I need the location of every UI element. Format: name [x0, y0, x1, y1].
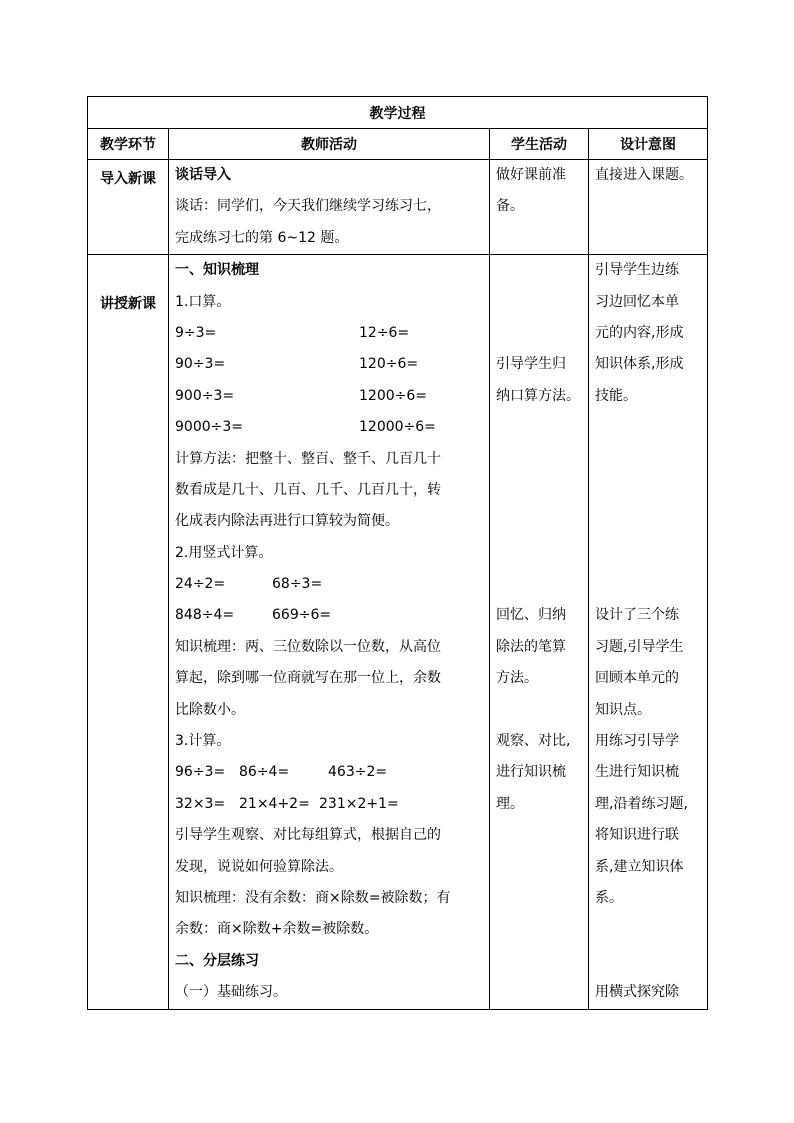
lesson-process-table: [87, 96, 708, 1010]
exercise: 12000÷6=: [359, 419, 436, 436]
text-line: 完成练习七的第 6~12 题。: [175, 229, 349, 246]
text-line: 系。: [595, 889, 623, 906]
text-line: 用练习引导学: [595, 733, 679, 750]
text-line: 数看成是几十、几百、几千、几百几十，转: [175, 481, 441, 498]
text-line: 引导学生归: [496, 356, 566, 373]
text-line: 发现，说说如何验算除法。: [175, 858, 343, 875]
text-line: 将知识进行联: [595, 827, 679, 844]
text-line: 知识梳理：两、三位数除以一位数，从高位: [175, 638, 441, 655]
student-cell: [490, 160, 589, 255]
text-line: 回忆、归纳: [496, 607, 566, 624]
table-title-row: [88, 97, 708, 129]
exercise-row: [175, 412, 483, 443]
header-student: 学生活动: [490, 129, 589, 160]
section-heading: 二、分层练习: [175, 952, 259, 969]
text-line: 知识点。: [595, 701, 651, 718]
exercise: 463÷2=: [328, 764, 388, 781]
exercise: 231×2+1=: [319, 795, 399, 812]
text-line: 备。: [496, 198, 524, 215]
exercise: 21×4+2=: [239, 795, 310, 812]
text-line: 谈话：同学们，今天我们继续学习练习七，: [175, 198, 441, 215]
exercise-row: [175, 600, 483, 631]
exercise: 9000÷3=: [175, 419, 243, 436]
exercise: 32×3=: [175, 795, 226, 812]
exercise-row: [175, 318, 483, 349]
text-line: 3.计算。: [175, 733, 231, 750]
header-purpose: 设计意图: [589, 129, 708, 160]
table-header-row: [88, 129, 708, 160]
text-line: 除法的笔算: [496, 638, 566, 655]
exercise-row: [175, 381, 483, 412]
exercise: 12÷6=: [359, 324, 410, 341]
student-cell: [490, 255, 589, 1009]
text-line: 技能。: [595, 387, 637, 404]
text-line: 余数：商×除数+余数=被除数。: [175, 921, 379, 938]
text-line: 计算方法：把整十、整百、整千、几百几十: [175, 450, 441, 467]
text-line: 比除数小。: [175, 701, 245, 718]
text-line: 习边回忆本单: [595, 293, 679, 310]
teacher-cell: [169, 255, 490, 1009]
exercise-row: [175, 349, 483, 380]
table-row: [88, 255, 708, 1009]
text-line: 知识体系,形成: [595, 356, 684, 373]
stage-cell: 讲授新课: [88, 255, 169, 1009]
text-line: 进行知识梳: [496, 764, 566, 781]
text-line: 方法。: [496, 670, 538, 687]
text-line: 做好课前准: [496, 167, 566, 183]
exercise: 90÷3=: [175, 356, 226, 373]
text-line: 纳口算方法。: [496, 387, 580, 404]
section-heading: 一、知识梳理: [175, 262, 259, 279]
exercise: 669÷6=: [272, 607, 332, 624]
text-line: 2.用竖式计算。: [175, 544, 273, 561]
text-line: 直接进入课题。: [595, 167, 693, 183]
exercise: 96÷3=: [175, 764, 226, 781]
exercise-row: [175, 569, 483, 600]
text-line: 算起，除到哪一位商就写在那一位上，余数: [175, 670, 441, 687]
exercise: 1200÷6=: [359, 387, 427, 404]
text-line: 设计了三个练: [595, 607, 679, 624]
header-teacher: 教师活动: [169, 129, 490, 160]
exercise: 68÷3=: [272, 576, 323, 593]
text-line: 元的内容,形成: [595, 324, 684, 341]
text-line: 引导学生边练: [595, 262, 679, 279]
text-line: 系,建立知识体: [595, 858, 684, 875]
text-line: 用横式探究除: [595, 984, 679, 1001]
purpose-cell: [589, 160, 708, 255]
exercise: 24÷2=: [175, 576, 226, 593]
text-line: 1.口算。: [175, 293, 231, 310]
header-stage: 教学环节: [88, 129, 169, 160]
exercise-row: [175, 789, 483, 820]
text-line: （一）基础练习。: [175, 984, 287, 1001]
purpose-cell: [589, 255, 708, 1009]
text-line: 化成表内除法再进行口算较为简便。: [175, 513, 399, 530]
exercise: 848÷4=: [175, 607, 235, 624]
section-heading: 谈话导入: [175, 167, 231, 183]
text-line: 理,沿着练习题,: [595, 795, 688, 812]
exercise: 86÷4=: [239, 764, 290, 781]
table-title: 教学过程: [88, 97, 708, 129]
exercise: 120÷6=: [359, 356, 419, 373]
text-line: 回顾本单元的: [595, 670, 679, 687]
text-line: 生进行知识梳: [595, 764, 679, 781]
text-line: 引导学生观察、对比每组算式，根据自己的: [175, 827, 441, 844]
stage-cell: 导入新课: [88, 160, 169, 255]
teacher-cell: [169, 160, 490, 255]
text-line: 观察、对比,: [496, 733, 571, 750]
text-line: 习题,引导学生: [595, 638, 684, 655]
exercise: 9÷3=: [175, 324, 217, 341]
exercise: 900÷3=: [175, 387, 235, 404]
exercise-row: [175, 757, 483, 788]
text-line: 理。: [496, 795, 524, 812]
text-line: 知识梳理：没有余数：商×除数=被除数；有: [175, 889, 451, 906]
table-row: [88, 160, 708, 255]
